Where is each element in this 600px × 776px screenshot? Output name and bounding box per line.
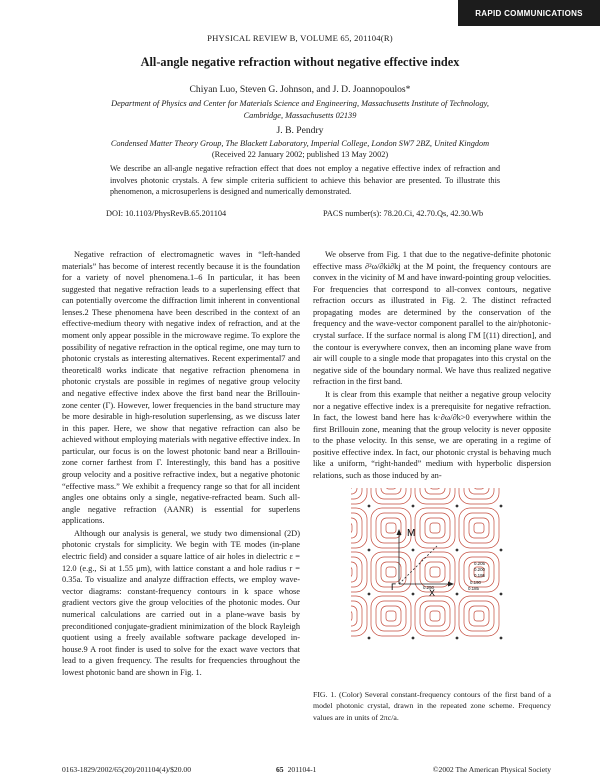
abstract: We describe an all-angle negative refraction effect that does not employ a negative effective index of refraction and involves photonic crystals. A few simple criteria sufficient to achieve this behavior are presented. To illustrate this phenomenon, a microsuperlens is designed and numerically demonstrated. [110,164,500,197]
contour-curve [351,523,352,533]
contour-curve [351,557,362,587]
footer-page-number: 201104-1 [287,765,317,774]
figure-1-contour-plot [351,488,511,652]
contour-curve [430,523,440,533]
contour-curve [425,562,445,582]
contour-curve [430,567,440,577]
contour-curve [381,562,401,582]
contour-curve [376,513,406,543]
contour-curve [386,488,396,489]
contour-value-3: 0.195 [474,573,485,578]
footer-volume: 65 [276,765,284,774]
contour-curve [371,508,411,548]
contour-value-6: 0.250 [423,585,434,590]
right-paragraph-2: It is clear from this example that neither a negative group velocity nor a negative effective index is a prerequisite for negative refraction. In fact, the lowest band here has k·∂ω/∂k>0 everywhere within the first Brillouin zone, meaning that the group velocity is never opposite to the phase velocity. In this sense, we are operating in a regime of positive effective index. In fact, our photonic crystal is behaving much like a uniform, “right-handed” medium with hyperbolic dispersion relations, such as those induced by an- [313,389,551,480]
contour-curve [464,513,494,543]
contour-curve [351,488,367,504]
authors-line-2: J. B. Pendry [276,125,324,136]
gamma-m-diagonal [399,546,437,584]
lattice-dot [456,549,459,552]
contour-curve [474,523,484,533]
label-m: M [407,528,416,539]
footer-right: ©2002 The American Physical Society [432,765,551,774]
lattice-dot [500,549,503,552]
contour-curve [469,518,489,538]
contour-curve [469,606,489,626]
authors-line-1: Chiyan Luo, Steven G. Johnson, and J. D. Joannopoulos* [189,84,411,95]
left-paragraph-1: Negative refraction of electromagnetic waves in “left-handed materials” has become of interest recently because it is the foundation for a variety of novel phenomena.1–6 In particular, it has been suggested that negative refraction leads to a superlensing effect that can potentially overcome the diffraction limit inherent in conventional lenses.2 These phenomena have been described in the context of an effective-medium theory with negative index of refraction, and at the moment only appear possible in the microwave regime. To explore the possibility of negative refraction in the optical regime, one may turn to photonic crystals as interesting alternatives. Recent experimental7 and theoretical8 works indicate that negative refraction phenomena in photonic crystals are possible in regimes of negative group velocity and negative effective index above the first band near the Brillouin-zone center (Γ). However, lower frequencies in the band structure may be more desirable in high-resolution superlensing, as we discuss later in this paper. Here, we show that negative refraction can also be achieved without employing materials with negative effective index. In particular, our focus is on the lowest photonic band near a Brillouin-zone corner farthest from Γ. Interestingly, this band has a positive group velocity and a positive refractive index, but a negative photonic “effective mass.” We exhibit a frequency range so that for all incident angles one obtains only a single, negative-refracted beam. Such all-angle negative refraction (AANR) is essential for superlens applications. [62,250,300,526]
label-gamma: Γ [391,582,396,592]
lattice-dot [500,593,503,596]
lattice-dot [368,593,371,596]
contour-value-1: 0.205 [474,561,485,566]
contour-curve [430,611,440,621]
contour-curve [351,552,367,592]
lattice-dot [456,505,459,508]
arrow-head-x [448,582,454,587]
lattice-dot [500,637,503,640]
doi-link[interactable]: DOI: 10.1103/PhysRevB.65.201104 [106,209,227,218]
contour-curve [351,611,352,621]
pacs-numbers: PACS number(s): 78.20.Ci, 42.70.Qs, 42.30.Wb [323,209,484,218]
lattice-dot [500,505,503,508]
contour-curve [371,488,411,504]
lattice-dot [412,593,415,596]
affiliation-2: Condensed Matter Theory Group, The Blackett Laboratory, Imperial College, London SW7 2BZ, United Kingdom [110,139,490,148]
contour-curve [425,518,445,538]
received-date: (Received 22 January 2002; published 13 May 2002) [211,150,389,159]
contour-curve [386,523,396,533]
contour-curve [351,601,362,631]
footer-left: 0163-1829/2002/65(20)/201104(4)/$20.00 [62,765,192,774]
contour-curve [376,601,406,631]
contour-curve [351,513,362,543]
contour-curve [381,606,401,626]
left-column [62,249,300,678]
rapid-communications-banner: RAPID COMMUNICATIONS [458,0,600,26]
contour-curve [415,488,455,504]
contour-curve [415,596,455,636]
contour-curve [351,488,357,494]
contour-curve [420,601,450,631]
contour-value-2: 0.200 [474,567,485,572]
lattice-dot [456,637,459,640]
figure-1-caption: FIG. 1. (Color) Several constant-frequency contours of the first band of a model photonic crystal, drawn in the repeated zone scheme. Frequency values are in units of 2πc/a. [313,690,551,722]
lattice-dot [368,637,371,640]
paper-title: All-angle negative refraction without negative effective index [140,55,460,69]
lattice-dot [368,505,371,508]
journal-header: PHYSICAL REVIEW B, VOLUME 65, 201104(R) [207,33,393,43]
footer-page [276,765,316,774]
contour-curve [415,508,455,548]
contour-curve [430,488,440,489]
lattice-dot [368,549,371,552]
contour-curve [420,557,450,587]
lattice-dot [412,549,415,552]
contour-curve [351,508,367,548]
lattice-dot [412,637,415,640]
label-x: X [429,588,436,598]
contour-curve [376,488,406,499]
lattice-dot [412,505,415,508]
contour-curve [474,611,484,621]
lattice-dot [456,593,459,596]
contour-curve [386,611,396,621]
affiliation-1: Department of Physics and Center for Materials Science and Engineering, Massachusetts Institute of Technology, Cambridge, Massachusetts 02139 [111,99,489,120]
contour-curve [420,513,450,543]
contour-curve [371,596,411,636]
contour-curve [464,601,494,631]
left-paragraph-2: Although our analysis is general, we study two dimensional (2D) photonic crystals for simplicity. We begin with TE modes (in-plane electric field) and consider a square lattice of air holes in dielectric ε = 12.0 (e.g., Si at 1.55 μm), with lattice constant a and hole radius r = 0.35a. To visualize and analyze diffraction effects, we employ wave-vector diagrams: constant-frequency contours in k space whose gradient vectors give the group velocities of the photonic modes. Our numerical calculations are carried out in a plane-wave basis by preconditioned conjugate-gradient minimization of the block Rayleigh quotient using a freely available software package developed in-house.9 A root finder is used to solve for the exact wave vectors that lead to a given frequency. The results for frequencies throughout the lowest photonic band are shown in Fig. 1. [62,528,300,677]
contour-value-4: 0.190 [470,580,481,585]
contour-curve [474,488,484,489]
contour-value-5: 0.185 [468,586,479,591]
right-paragraph-1: We observe from Fig. 1 that due to the negative-definite photonic effective mass ∂²ω/∂ki∂kj at the M point, the frequency contours are convex in the vicinity of M and have inward-pointing group velocities. For frequencies that correspond to all-convex contours, negative refraction occurs as illustrated in Fig. 2. The distinct refracted propagating modes are determined by the conservation of the frequency and the wave-vector component parallel to the air/photonic-crystal surface. If the surface normal is along ΓM [(11) direction], and the contour is everywhere convex, then an incoming plane wave from air will couple to a single mode that propagates into this crystal on the negative side of the boundary normal. We have thus realized negative refraction in the first band. [313,250,551,387]
right-column [313,249,551,482]
figure-dots [368,505,503,640]
contour-curve [464,488,494,499]
contour-curve [351,567,352,577]
contour-curve [425,606,445,626]
contour-curve [386,567,396,577]
contour-curve [351,596,367,636]
contour-curve [459,508,499,548]
contour-curve [351,488,362,499]
contour-curve [420,488,450,499]
contour-curve [351,488,352,489]
contour-curve [459,488,499,504]
contour-curve [459,552,499,592]
contour-curve [459,596,499,636]
